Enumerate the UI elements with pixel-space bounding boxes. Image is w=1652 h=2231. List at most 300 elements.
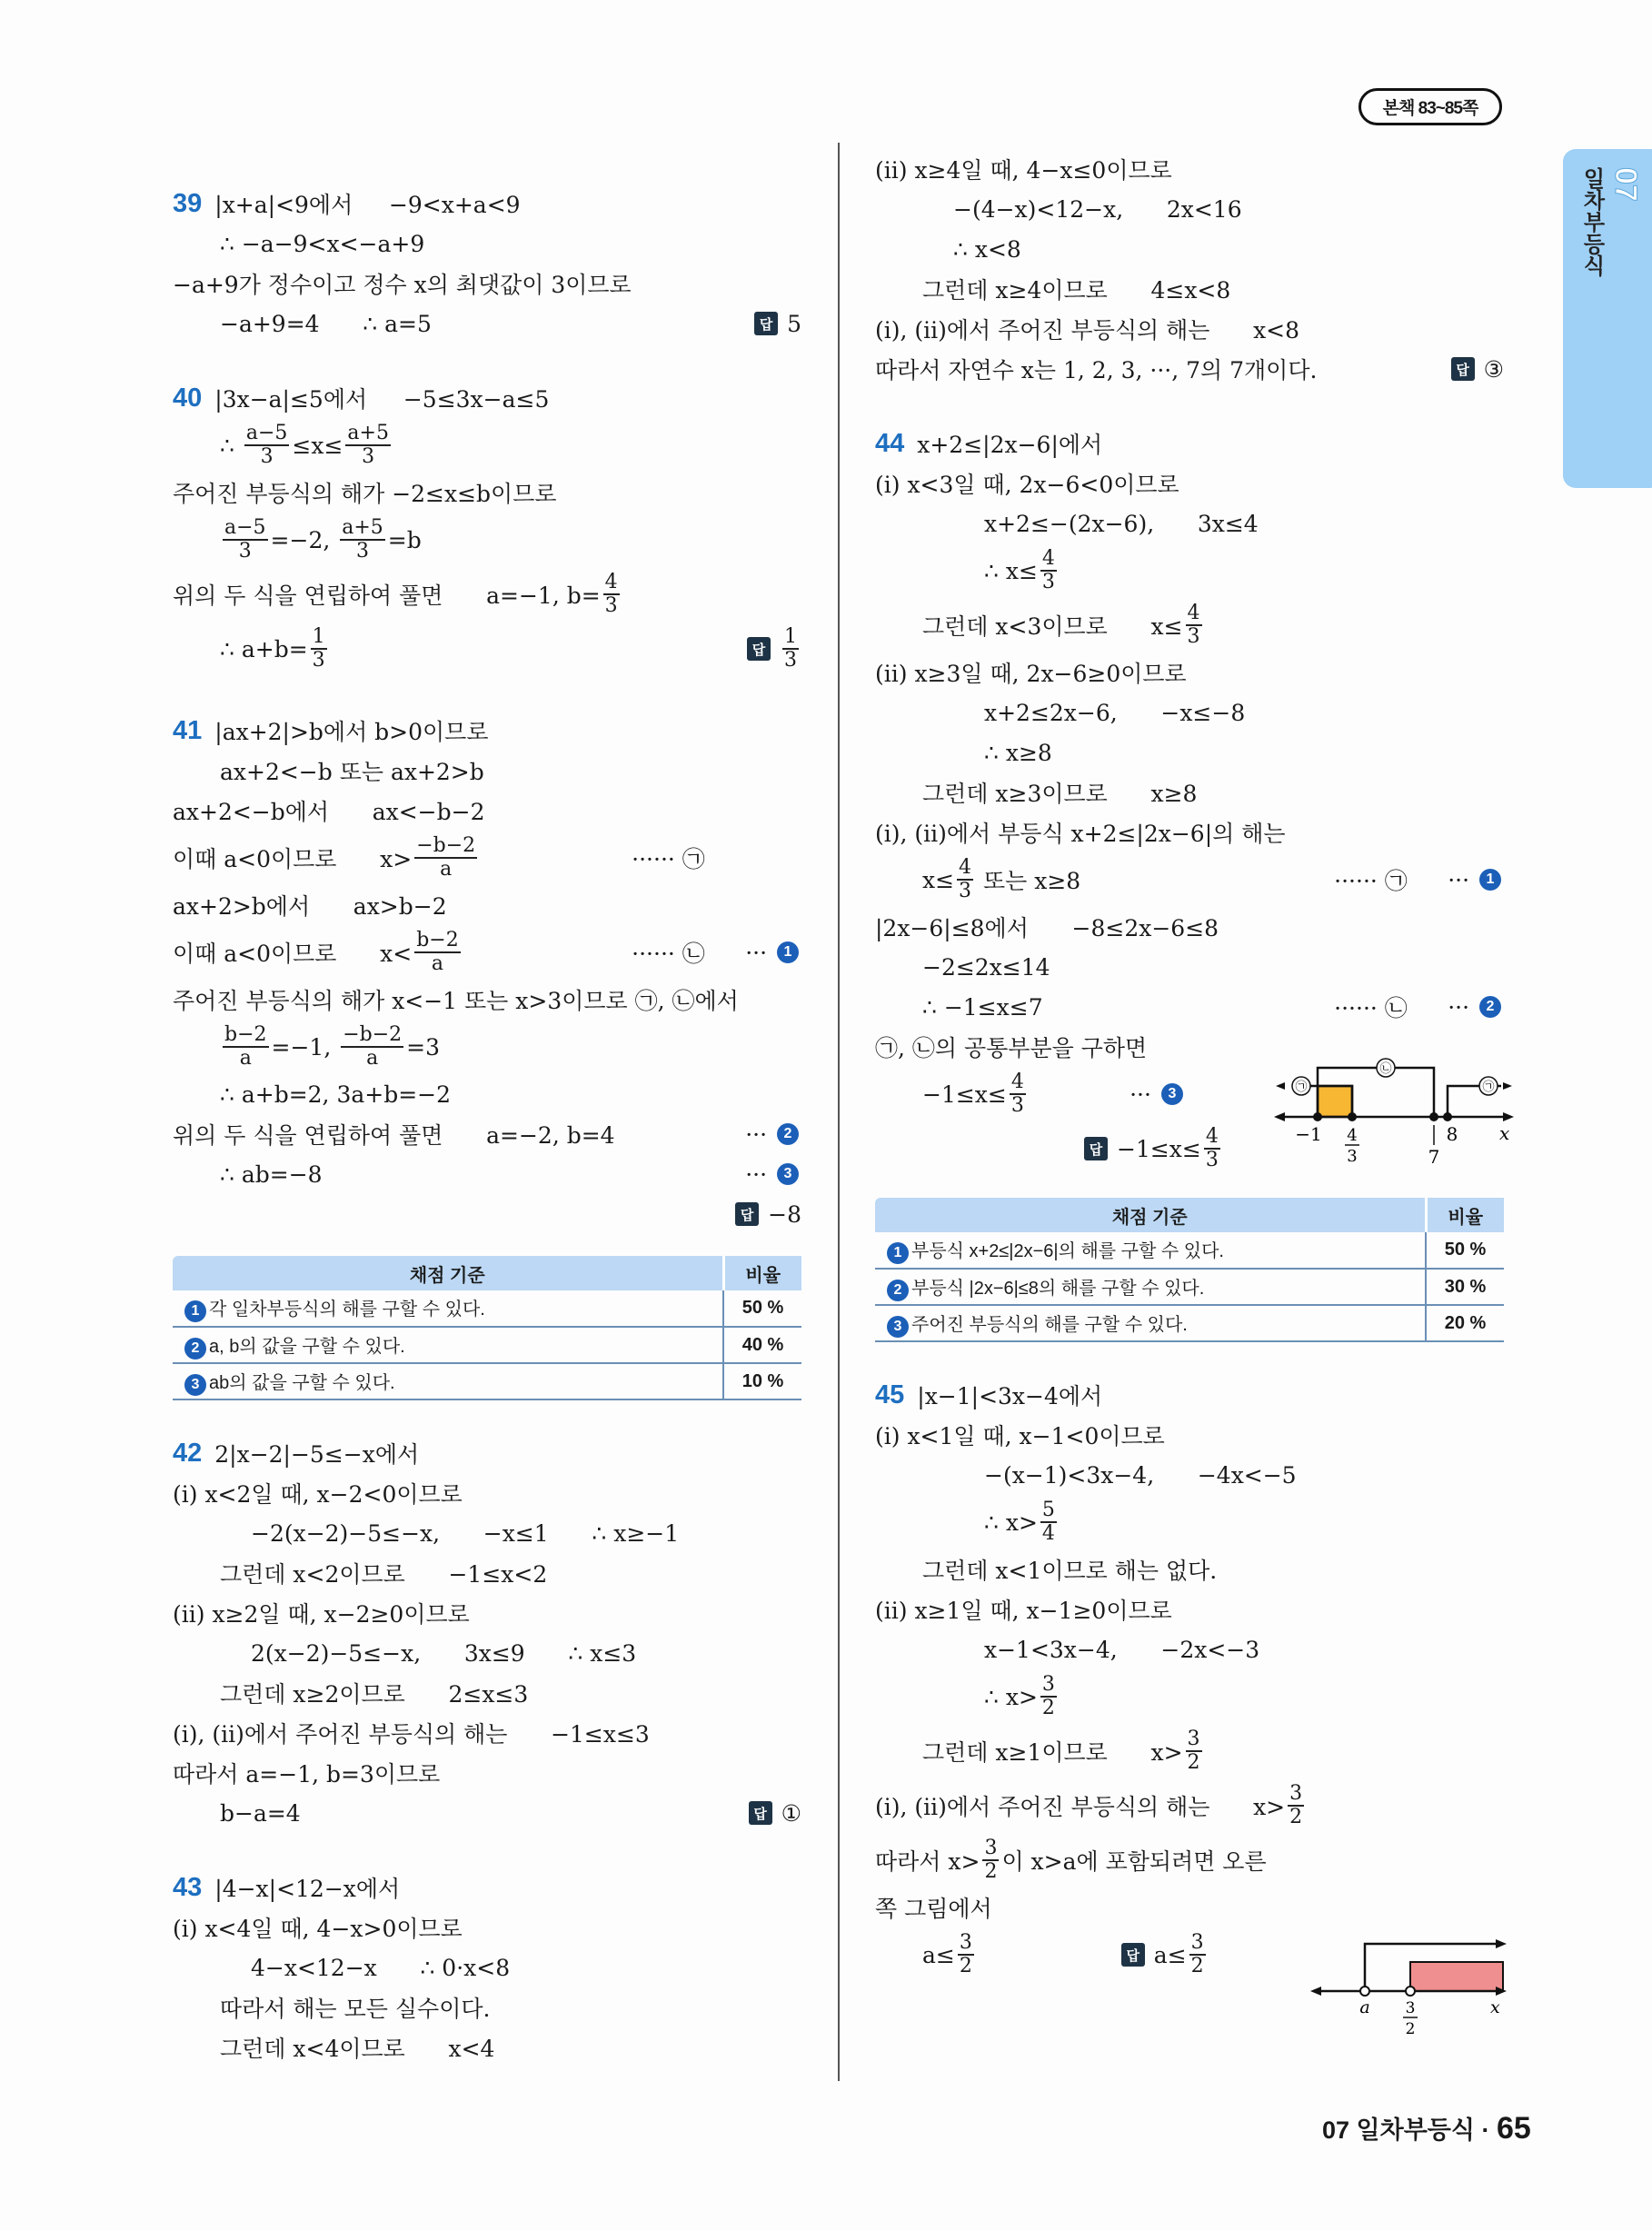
denominator: 3 [1205, 1149, 1219, 1171]
text-segment: (i), (ii)에서 부등식 x+2≤|2x−6|의 해는 [875, 821, 1286, 847]
line-tail [1451, 356, 1504, 383]
solution-line [173, 1473, 801, 1513]
text-segment: −1≤x≤ [1117, 1135, 1201, 1162]
text-segment: ··· [745, 1120, 774, 1148]
problem-43-heading [173, 1867, 801, 1907]
answer-mark: 답 [749, 1801, 772, 1825]
solution-line [173, 1020, 801, 1074]
tick-4: 4 [1347, 1126, 1358, 1145]
fraction [414, 835, 477, 881]
left-column [173, 149, 801, 2067]
problem-40-heading [173, 378, 801, 418]
numerator: 3 [1190, 1931, 1204, 1954]
solution-line [875, 772, 1504, 812]
solution-line [875, 1669, 1504, 1724]
numerator: 4 [1187, 602, 1200, 624]
text-segment: −(x−1)<3x−4, −4x<−5 [984, 1461, 1297, 1489]
text-segment: ax+2<−b에서 ax<−b−2 [173, 799, 485, 825]
solution-line [875, 652, 1504, 692]
criterion-text: a, b의 값을 구할 수 있다. [209, 1336, 405, 1357]
grading-criteria-table [173, 1256, 801, 1400]
chapter-side-tab[interactable] [1563, 149, 1652, 488]
text-segment: (i), (ii)에서 주어진 부등식의 해는 −1≤x≤3 [173, 1721, 650, 1748]
denominator: 4 [1041, 1522, 1055, 1545]
fraction [1010, 1071, 1026, 1117]
text-segment: (i) x<3일 때, 2x−6<0이므로 [875, 472, 1179, 498]
text-segment: (ii) x≥3일 때, 2x−6≥0이므로 [875, 661, 1187, 687]
text-segment: a≤ [922, 1941, 955, 1968]
text-segment: ∴ a+b=2, 3a+b=−2 [220, 1081, 452, 1108]
solution-line [875, 189, 1504, 229]
solution-line [173, 1593, 801, 1633]
numerator: 4 [1041, 547, 1055, 570]
table-row [875, 1269, 1504, 1305]
numerator: b−2 [224, 1023, 267, 1046]
numerator: 5 [1041, 1499, 1055, 1521]
text-segment: x+2≤|2x−6|에서 [917, 432, 1103, 458]
label-ref-2: ㉡ [1379, 1062, 1392, 1076]
tick-neg1: −1 [1295, 1123, 1322, 1145]
text-segment: ··· [745, 939, 774, 966]
problem-number: 42 [173, 1438, 203, 1468]
text-segment: ∴ x≤ [984, 557, 1038, 584]
text-segment: 그런데 x≥3이므로 x≥8 [922, 781, 1198, 807]
fraction [1040, 1674, 1057, 1719]
page-footer [1322, 2110, 1531, 2146]
line-tail [1448, 994, 1504, 1021]
solution-line [875, 1415, 1504, 1455]
solution-line [173, 1947, 801, 1987]
numerator: a+5 [347, 422, 389, 444]
criterion-cell [173, 1363, 723, 1399]
text-segment: 2|x−2|−5≤−x에서 [214, 1441, 420, 1468]
text-segment: ≤x≤ [292, 432, 343, 459]
axis-x: x [1490, 1997, 1500, 2017]
chapter-number: 07 [1608, 167, 1643, 202]
solution-line [875, 1724, 1504, 1778]
solution-line [173, 1673, 801, 1713]
criterion-text: 부등식 x+2≤|2x−6|의 해를 구할 수 있다. [911, 1241, 1224, 1261]
text-segment: ∴ −a−9<x<−a+9 [220, 230, 425, 257]
fraction [1040, 1499, 1057, 1545]
criterion-text: ab의 값을 구할 수 있다. [209, 1372, 395, 1393]
fraction [414, 930, 461, 975]
solution-line [875, 732, 1504, 772]
fraction [345, 423, 391, 468]
text-segment: ax+2>b에서 ax>b−2 [173, 893, 447, 920]
solution-line [875, 269, 1504, 309]
solution-line [875, 309, 1504, 349]
fraction [1288, 1783, 1304, 1828]
text-segment: 그런데 x≥4이므로 4≤x<8 [922, 277, 1231, 304]
text-segment: 그런데 x<1이므로 해는 없다. [922, 1558, 1218, 1584]
denominator: a [431, 952, 443, 975]
step-marker-2: 2 [184, 1338, 206, 1360]
text-segment: (i) x<2일 때, x−2<0이므로 [173, 1481, 463, 1508]
step-marker-3: 3 [887, 1316, 909, 1338]
text-segment: b−a=4 [220, 1799, 301, 1827]
numerator: −b−2 [343, 1023, 403, 1046]
text-segment: x+2≤2x−6, −x≤−8 [984, 699, 1246, 726]
text-segment: ··· [1448, 866, 1477, 893]
numerator: 4 [1205, 1125, 1219, 1148]
text-segment: 따라서 a=−1, b=3이므로 [173, 1761, 441, 1788]
numerator: 1 [312, 625, 325, 648]
text-segment: ∴ a+b= [220, 635, 308, 662]
criterion-cell [875, 1232, 1426, 1269]
fraction [1040, 548, 1057, 593]
text-segment: x−1<3x−4, −2x<−3 [984, 1636, 1260, 1663]
problem-44-heading [875, 423, 1504, 463]
percent-cell: 40 % [723, 1327, 801, 1363]
line-tail [745, 940, 801, 966]
percent-cell: 50 % [723, 1290, 801, 1327]
answer-mark: 답 [1451, 357, 1475, 381]
numerator: a+5 [342, 516, 383, 539]
denominator: 2 [1289, 1806, 1303, 1828]
number-line-diagram-44 [1272, 1054, 1518, 1190]
tick-7: 7 [1428, 1146, 1440, 1168]
text-segment: 이 x>a에 포함되려면 오른 [1001, 1848, 1267, 1875]
solution-line [173, 1987, 801, 2027]
equation-reference: ······ ㉠ [1334, 868, 1408, 894]
text-segment: |2x−6|≤8에서 −8≤2x−6≤8 [875, 915, 1219, 941]
step-marker-2: 2 [777, 1123, 799, 1145]
fraction [340, 517, 385, 563]
solution-line [173, 1633, 801, 1673]
numerator: 3 [1041, 1673, 1055, 1696]
text-segment: 그런데 x<2이므로 −1≤x<2 [220, 1561, 548, 1588]
line-tail [747, 626, 801, 672]
solution-line [875, 503, 1504, 543]
step-marker-2: 2 [1479, 996, 1501, 1018]
step-marker-1: 1 [184, 1300, 206, 1322]
text-segment: −8 [768, 1200, 801, 1228]
text-segment: 쪽 그림에서 [875, 1896, 992, 1922]
problem-number: 41 [173, 715, 203, 745]
text-segment: 그런데 x<4이므로 x<4 [220, 2036, 495, 2062]
solution-line [173, 1154, 801, 1194]
denominator: 3 [604, 594, 618, 617]
text-segment: (i) x<4일 때, 4−x>0이므로 [173, 1916, 463, 1942]
solution-line [875, 229, 1504, 269]
solution-line [173, 513, 801, 567]
text-segment: 위의 두 식을 연립하여 풀면 a=−1, b= [173, 583, 601, 609]
fraction [1186, 603, 1202, 648]
text-segment: ㉠, ㉡의 공통부분을 구하면 [875, 1035, 1148, 1061]
solution-line [875, 463, 1504, 503]
text-segment: 따라서 해는 모든 실수이다. [220, 1996, 491, 2022]
text-segment: −2(x−2)−5≤−x, −x≤1 ∴ x≥−1 [251, 1519, 680, 1547]
table-row [173, 1327, 801, 1363]
text-segment: =b [387, 526, 422, 553]
text-segment: a≤ [1153, 1941, 1187, 1968]
denominator: 3 [312, 649, 325, 672]
text-segment: (ii) x≥1일 때, x−1≥0이므로 [875, 1598, 1172, 1624]
solution-line [173, 264, 801, 304]
fraction [1186, 1728, 1202, 1774]
fraction [223, 1024, 269, 1070]
table-row [875, 1232, 1504, 1269]
solution-line [173, 567, 801, 622]
axis-x: x [1499, 1122, 1510, 1144]
text-segment: 그런데 x≥2이므로 2≤x≤3 [220, 1681, 529, 1708]
denominator: a [440, 858, 453, 881]
solution-line [173, 1513, 801, 1553]
text-segment: 또는 x≥8 [976, 868, 1081, 894]
line-tail [745, 1161, 801, 1188]
solution-line [875, 543, 1504, 598]
step-marker-1: 1 [777, 941, 799, 963]
solution-line [875, 852, 1504, 907]
table-header: 비율 [1426, 1198, 1504, 1232]
fraction [311, 626, 327, 672]
numerator: a−5 [245, 422, 288, 444]
denominator: 3 [1041, 571, 1055, 593]
text-segment: −a+9=4 ∴ a=5 [220, 310, 432, 337]
solution-line [875, 907, 1504, 947]
line-tail [1448, 867, 1504, 893]
text-segment: ∴ x> [984, 1509, 1038, 1536]
solution-line [173, 1907, 801, 1947]
criterion-cell [875, 1269, 1426, 1305]
text-segment: (ii) x≥2일 때, x−2≥0이므로 [173, 1601, 470, 1628]
fraction [223, 517, 268, 563]
problem-41-heading [173, 711, 801, 751]
solution-line [875, 692, 1504, 732]
numerator: a−5 [224, 516, 266, 539]
denominator: 3 [260, 445, 274, 468]
step-marker-1: 1 [887, 1242, 909, 1264]
percent-cell: 30 % [1426, 1269, 1504, 1305]
fraction [982, 1838, 999, 1883]
step-marker-2: 2 [887, 1280, 909, 1301]
text-segment: ∴ ab=−8 [220, 1160, 323, 1188]
solution-line [875, 1833, 1504, 1887]
line-tail [745, 1121, 801, 1148]
solution-line [875, 947, 1504, 987]
solution-line [875, 1778, 1504, 1833]
line-tail [754, 311, 801, 337]
solution-line [173, 1114, 801, 1154]
text-segment: =−2, [270, 526, 338, 553]
solution-line [173, 885, 801, 925]
numerator: 4 [1010, 1071, 1024, 1093]
tick-3: 3 [1405, 1999, 1416, 2017]
numerator: 3 [1289, 1782, 1303, 1805]
text-segment: ∴ [220, 432, 242, 459]
denominator: 2 [1041, 1697, 1055, 1719]
common-region [1318, 1086, 1352, 1117]
denominator: a [366, 1047, 379, 1070]
solution-line [875, 598, 1504, 652]
text-segment: 이때 a<0이므로 x> [173, 846, 413, 872]
denominator: 3 [1010, 1094, 1024, 1117]
answer-mark: 답 [735, 1202, 759, 1226]
percent-cell: 50 % [1426, 1232, 1504, 1269]
numerator: 3 [1187, 1728, 1200, 1750]
text-segment: |x−1|<3x−4에서 [917, 1383, 1103, 1409]
criterion-text: 부등식 |2x−6|≤8의 해를 구할 수 있다. [911, 1278, 1205, 1299]
criterion-cell [173, 1327, 723, 1363]
text-segment: (ii) x≥4일 때, 4−x≤0이므로 [875, 157, 1172, 184]
solution-line [173, 304, 801, 344]
text-segment: ③ [1483, 355, 1504, 383]
text-segment: ∴ −1≤x≤7 [922, 993, 1043, 1021]
text-segment: 주어진 부등식의 해가 x<−1 또는 x>3이므로 ㉠, ㉡에서 [173, 988, 739, 1014]
denominator: 3 [1187, 625, 1200, 648]
table-row [875, 1305, 1504, 1341]
criterion-cell [875, 1305, 1426, 1341]
solution-line [173, 925, 801, 980]
numerator: 4 [959, 856, 972, 879]
text-segment: |ax+2|>b에서 b>0이므로 [214, 719, 489, 745]
text-segment: =−1, [271, 1033, 339, 1061]
step-marker-3: 3 [184, 1374, 206, 1396]
numerator: b−2 [416, 929, 459, 951]
text-segment: 4−x<12−x ∴ 0·x<8 [251, 1954, 511, 1981]
percent-cell: 10 % [723, 1363, 801, 1399]
line-tail [735, 1201, 801, 1228]
problem-39-heading [173, 184, 801, 224]
text-segment: x+2≤−(2x−6), 3x≤4 [984, 510, 1259, 537]
solution-line [173, 622, 801, 676]
solution-line [173, 751, 801, 791]
solution-line [173, 831, 801, 885]
fraction [958, 1932, 974, 1977]
solution-line [875, 1629, 1504, 1669]
step-marker-3: 3 [1161, 1083, 1183, 1105]
criterion-cell [173, 1290, 723, 1327]
column-divider [838, 143, 840, 2081]
text-segment: |3x−a|≤5에서 −5≤3x−a≤5 [214, 386, 550, 413]
solution-line [875, 1455, 1504, 1495]
number-line-diagram-45 [1309, 1931, 1508, 2049]
solution-line [173, 2027, 801, 2067]
label-ref-1b: ㉠ [1482, 1081, 1495, 1094]
page-number: 65 [1496, 2111, 1531, 2146]
equation-reference: ······ ㉠ [632, 846, 705, 872]
denominator: 3 [356, 540, 370, 563]
text-segment: ① [781, 1799, 801, 1827]
text-segment: (i), (ii)에서 주어진 부등식의 해는 x> [875, 1794, 1286, 1820]
solution-line [875, 1549, 1504, 1589]
text-segment: ··· [1028, 1081, 1159, 1108]
answer-mark: 답 [1121, 1943, 1145, 1967]
text-segment: ··· [745, 1160, 774, 1188]
denominator: 3 [959, 880, 972, 902]
answer-mark: 답 [747, 637, 771, 661]
solution-line [875, 987, 1504, 1027]
denominator: 2 [1187, 1751, 1200, 1774]
solution-line [173, 224, 801, 264]
text-segment: 2(x−2)−5≤−x, 3x≤9 ∴ x≤3 [251, 1639, 637, 1667]
text-segment: 그런데 x≥1이므로 x> [922, 1739, 1183, 1766]
numerator: 3 [959, 1931, 972, 1954]
solution-line [173, 791, 801, 831]
step-marker-1: 1 [1479, 869, 1501, 891]
problem-number: 44 [875, 428, 905, 458]
text-segment: −a+9가 정수이고 정수 x의 최댓값이 3이므로 [173, 272, 632, 298]
line-tail [749, 1800, 801, 1827]
answer-mark: 답 [1084, 1137, 1108, 1160]
problem-42-heading [173, 1433, 801, 1473]
solution-line [875, 812, 1504, 852]
step-marker-3: 3 [777, 1163, 799, 1185]
text-segment: −1≤x≤ [922, 1081, 1007, 1108]
percent-cell: 20 % [1426, 1305, 1504, 1341]
solution-region [1410, 1962, 1503, 1991]
text-segment: −2≤2x≤14 [922, 953, 1050, 981]
tick-2: 2 [1405, 2020, 1416, 2038]
problem-number: 45 [875, 1379, 905, 1409]
table-row [173, 1290, 801, 1327]
table-header: 비율 [723, 1256, 801, 1290]
equation-reference: ······ ㉡ [1334, 995, 1408, 1021]
solution-line [173, 473, 801, 513]
fraction [1189, 1932, 1206, 1977]
chapter-title: 일차부등식 [1579, 167, 1604, 276]
solution-line [173, 1793, 801, 1833]
solution-line [875, 1589, 1504, 1629]
solution-line [875, 149, 1504, 189]
tick-3: 3 [1347, 1147, 1358, 1166]
text-segment: 5 [787, 310, 801, 337]
denominator: 3 [238, 540, 252, 563]
denominator: 2 [984, 1860, 998, 1883]
textbook-page-reference: 본책 83~85쪽 [1358, 88, 1502, 125]
denominator: a [239, 1047, 252, 1070]
denominator: 2 [1190, 1955, 1204, 1977]
solution-line [173, 1553, 801, 1593]
solution-line [173, 418, 801, 473]
text-segment: 따라서 자연수 x는 1, 2, 3, ···, 7의 7개이다. [875, 357, 1318, 383]
problem-number: 43 [173, 1872, 203, 1902]
tick-a: a [1359, 1997, 1370, 2017]
numerator: 1 [784, 625, 797, 648]
tick-8: 8 [1446, 1123, 1458, 1145]
problem-45-heading [875, 1375, 1504, 1415]
solution-line [875, 349, 1504, 389]
problem-number: 40 [173, 383, 203, 413]
fraction [603, 572, 620, 617]
numerator: 3 [984, 1837, 998, 1859]
fraction [782, 626, 799, 672]
solution-line [173, 1753, 801, 1793]
text-segment: |4−x|<12−x에서 [214, 1876, 401, 1902]
text-segment: ∴ x> [984, 1683, 1038, 1710]
answer-mark: 답 [754, 312, 778, 335]
text-segment: ax+2<−b 또는 ax+2>b [220, 759, 484, 785]
solution-line [173, 1713, 801, 1753]
text-segment: (i), (ii)에서 주어진 부등식의 해는 x<8 [875, 317, 1300, 344]
text-segment: 따라서 x> [875, 1848, 980, 1875]
criterion-text: 주어진 부등식의 해를 구할 수 있다. [911, 1314, 1188, 1335]
footer-chapter: 07 일차부등식 · [1322, 2116, 1497, 2144]
text-segment: 주어진 부등식의 해가 −2≤x≤b이므로 [173, 481, 557, 507]
text-segment: 위의 두 식을 연립하여 풀면 a=−2, b=4 [173, 1122, 615, 1149]
equation-reference: ······ ㉡ [632, 941, 705, 967]
problem-number: 39 [173, 188, 203, 218]
text-segment [977, 1942, 1121, 1968]
fraction [1204, 1126, 1220, 1171]
denominator: 2 [959, 1955, 972, 1977]
text-segment: x≤ [922, 866, 955, 893]
numerator: 4 [604, 571, 618, 593]
table-header: 채점 기준 [173, 1256, 723, 1290]
text-segment: (i) x<1일 때, x−1<0이므로 [875, 1423, 1165, 1449]
text-segment: |x+a|<9에서 −9<x+a<9 [214, 192, 521, 218]
